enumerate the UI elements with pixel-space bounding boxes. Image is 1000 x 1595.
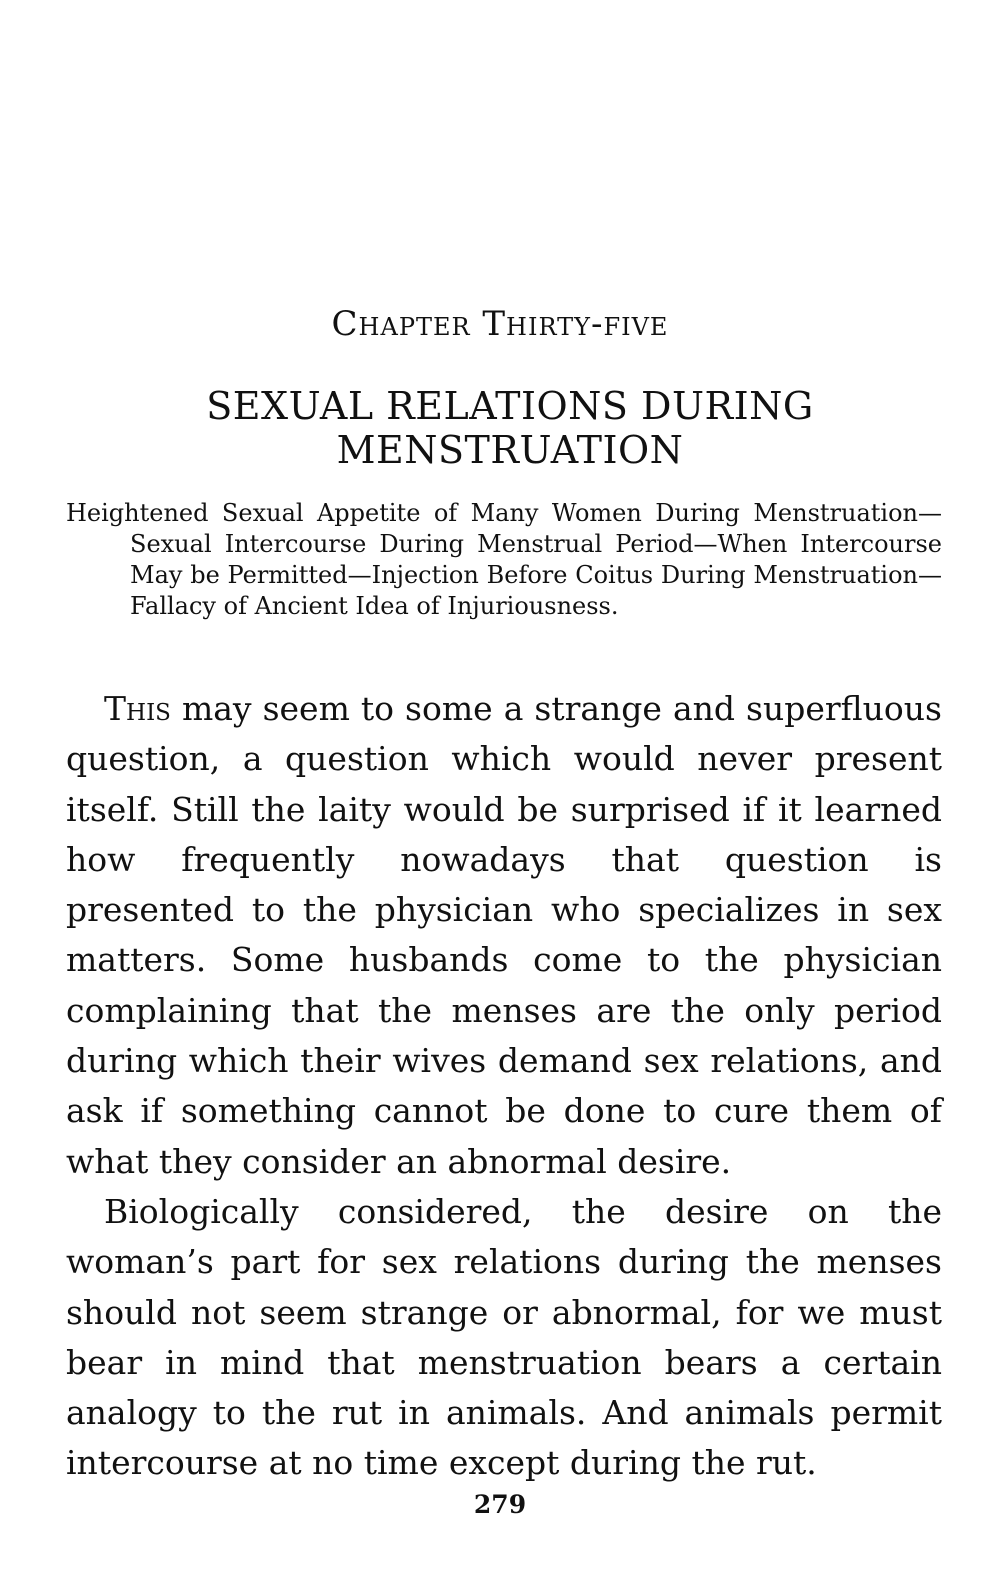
chapter-title: SEXUAL RELATIONS DURING MENSTRUATION — [206, 384, 814, 472]
paragraph-1-text: may seem to some a strange and superfluous question, a question which would never present itself. Still the laity would be surprised if it learned how frequently nowadays that question is presented to the physician who specializes in sex matters. Some husbands come to the physician complaining that the menses are the only period during which their wives demand sex relations, and ask if something cannot be done to cure them of what they consider an abnormal desire. — [66, 689, 942, 1181]
chapter-label: Chapter Thirty-five — [331, 304, 669, 344]
page-number: 279 — [473, 1490, 527, 1519]
paragraph-1 — [66, 684, 942, 1187]
body-text — [66, 684, 942, 1489]
chapter-synopsis: Heightened Sexual Appetite of Many Women During Menstruation—Sexual Intercourse During Menstrual Period—When Intercourse May be Permitted—Injection Before Coitus During Menstruation—Fallacy of Ancient Idea of Injuriousness. — [66, 499, 942, 620]
paragraph-1-lead: This — [104, 689, 171, 728]
paragraph-2: Biologically considered, the desire on the woman’s part for sex relations during the menses should not seem strange or abnormal, for we must bear in mind that menstruation bears a certain analogy to the rut in animals. And animals permit intercourse at no time except during the rut. — [66, 1191, 942, 1483]
